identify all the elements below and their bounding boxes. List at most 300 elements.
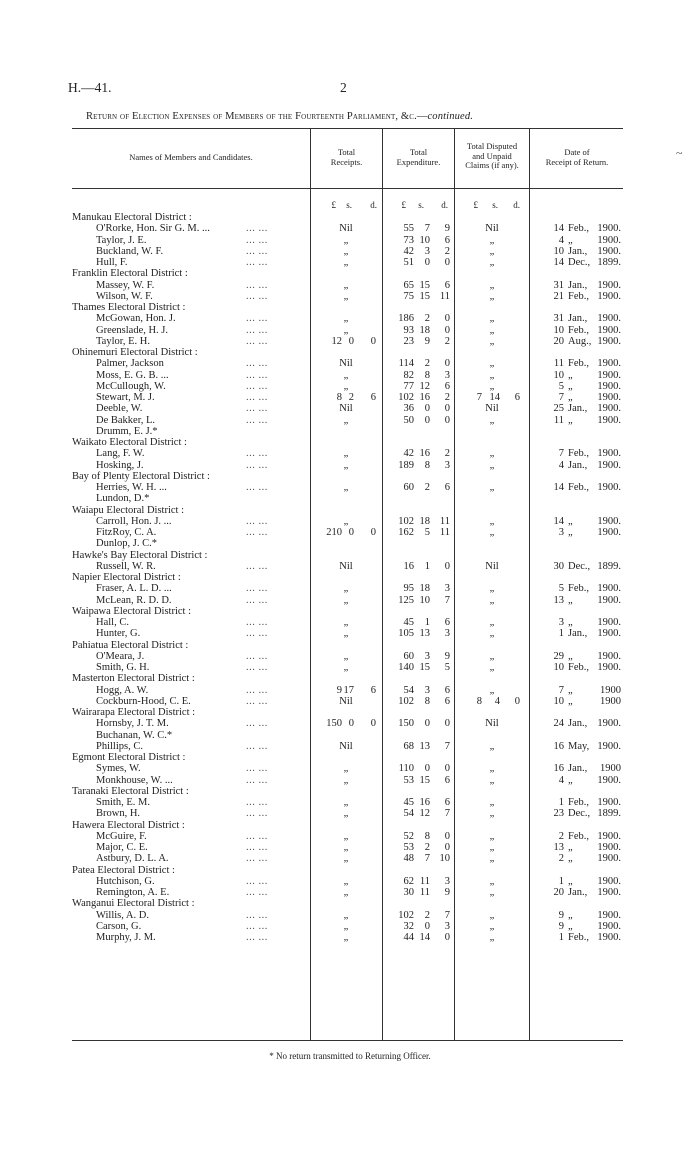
leader-dots: ... ...: [246, 695, 268, 707]
date-year: 1900.: [597, 774, 621, 786]
receipts-value: „: [343, 650, 349, 662]
expenditure-pounds: 54: [403, 684, 414, 696]
member-row: [0, 617, 700, 628]
receipts-value: „: [343, 414, 349, 426]
expenditure-pence: 0: [444, 830, 450, 842]
member-name: Hosking, J.: [96, 459, 144, 471]
date-month: Dec.,: [568, 808, 591, 820]
date-month: „: [568, 234, 573, 246]
member-name: De Bakker, L.: [96, 414, 156, 426]
leader-dots: ... ...: [246, 257, 268, 268]
date-month: Jan.,: [568, 763, 588, 775]
leader-dots: ... ...: [246, 932, 268, 943]
member-name: McCullough, W.: [96, 380, 166, 392]
date-month: Feb.,: [568, 662, 589, 673]
leader-dots: ... ...: [246, 459, 268, 471]
column-header-receipts-line2: Receipts.: [330, 156, 363, 167]
disputed-shillings: 14: [489, 392, 500, 403]
leader-dots: ... ...: [246, 223, 268, 235]
disputed-value: „: [489, 234, 495, 246]
date-day: 30: [553, 560, 564, 572]
leader-dots: ... ...: [246, 369, 268, 381]
column-header-disputed-line3: Claims (if any).: [465, 160, 519, 170]
date-day: 14: [553, 515, 564, 527]
member-row: [0, 730, 700, 741]
member-row: [0, 932, 700, 943]
date-day: 1: [558, 875, 564, 887]
member-name: Carroll, Hon. J. ...: [96, 515, 172, 527]
column-header-date-line1: Date of: [564, 147, 590, 157]
expenditure-pence: 0: [444, 257, 450, 268]
expenditure-shillings: 0: [424, 920, 430, 932]
disputed-value: „: [489, 482, 495, 493]
receipts-pounds: 8: [336, 392, 342, 403]
disputed-pounds: 8: [476, 695, 482, 707]
receipts-value: „: [343, 279, 349, 291]
date-day: 5: [558, 380, 564, 392]
receipts-value: „: [343, 313, 349, 325]
expenditure-pence: 10: [439, 853, 450, 865]
receipts-value: „: [343, 515, 349, 527]
member-row: [0, 718, 700, 729]
district-name: Hawera Electoral District :: [72, 819, 185, 831]
date-day: 29: [553, 650, 564, 662]
date-day: 3: [558, 527, 564, 538]
member-row: [0, 246, 700, 257]
member-name: Buchanan, W. C.*: [96, 729, 173, 741]
expenditure-shillings: 3: [424, 650, 430, 662]
date-day: 2: [558, 830, 564, 842]
expenditure-shillings: 2: [424, 358, 430, 370]
expenditure-pounds: 189: [398, 459, 414, 471]
date-month: „: [568, 842, 573, 853]
expenditure-pence-sign: d.: [441, 200, 448, 210]
date-month: „: [568, 414, 573, 426]
expenditure-pounds: 55: [403, 223, 414, 235]
receipts-pence-sign: d.: [370, 200, 377, 210]
receipts-shilling-sign: s.: [346, 200, 352, 210]
member-name: Stewart, M. J.: [96, 392, 155, 403]
member-name: Hull, F.: [96, 257, 128, 268]
expenditure-pounds: 150: [398, 718, 414, 730]
district-row: [0, 752, 700, 763]
date-year: 1900.: [597, 290, 621, 302]
expenditure-shillings: 10: [419, 594, 430, 606]
member-row: [0, 662, 700, 673]
date-month: „: [568, 594, 573, 606]
expenditure-pounds: 60: [403, 482, 414, 493]
expenditure-shillings: 11: [419, 887, 430, 898]
member-row: [0, 493, 700, 504]
expenditure-pence: 11: [439, 515, 450, 527]
date-day: 2: [558, 853, 564, 865]
member-name: Lundon, D.*: [96, 493, 150, 505]
table-bottom-rule: [72, 1040, 623, 1041]
receipts-value: „: [343, 853, 349, 865]
member-name: Drumm, E. J.*: [96, 425, 158, 437]
expenditure-pounds: 162: [398, 527, 414, 538]
expenditure-pence: 11: [439, 290, 450, 302]
leader-dots: ... ...: [246, 594, 268, 606]
expenditure-pence: 9: [444, 650, 450, 662]
disputed-value: „: [489, 842, 495, 853]
leader-dots: ... ...: [246, 808, 268, 820]
expenditure-pounds: 105: [398, 628, 414, 640]
expenditure-shillings: 16: [419, 448, 430, 460]
member-row: [0, 516, 700, 527]
expenditure-pounds: 53: [403, 842, 414, 853]
header-bottom-rule: [72, 188, 623, 189]
date-year: 1900.: [597, 887, 621, 898]
member-name: Dunlop, J. C.*: [96, 538, 157, 550]
disputed-pence-sign: d.: [513, 200, 520, 210]
disputed-value: „: [489, 808, 495, 820]
disputed-value: „: [489, 932, 495, 943]
district-row: [0, 606, 700, 617]
expenditure-pounds: 114: [398, 358, 414, 370]
member-row: [0, 336, 700, 347]
district-name: Egmont Electoral District :: [72, 752, 186, 763]
receipts-value: Nil: [339, 403, 353, 415]
leader-dots: ... ...: [246, 718, 268, 730]
date-month: Jan.,: [568, 279, 588, 291]
receipts-value: Nil: [339, 358, 353, 370]
date-month: Feb.,: [568, 223, 589, 235]
expenditure-pounds: 30: [403, 887, 414, 898]
date-day: 10: [553, 369, 564, 381]
disputed-value: „: [489, 279, 495, 291]
expenditure-pounds: 82: [403, 369, 414, 381]
expenditure-shillings: 11: [419, 875, 430, 887]
date-day: 4: [558, 774, 564, 786]
receipts-value: „: [343, 842, 349, 853]
member-row: [0, 685, 700, 696]
date-month: Jan.,: [568, 887, 588, 898]
member-row: [0, 235, 700, 246]
leader-dots: ... ...: [246, 774, 268, 786]
column-header-disputed: [455, 142, 529, 171]
date-day: 9: [558, 920, 564, 932]
leader-dots: ... ...: [246, 617, 268, 628]
district-row: [0, 471, 700, 482]
member-row: [0, 538, 700, 549]
receipts-value: „: [343, 290, 349, 302]
leader-dots: ... ...: [246, 920, 268, 932]
member-row: [0, 460, 700, 471]
member-row: [0, 876, 700, 887]
date-day: 31: [553, 279, 564, 291]
disputed-value: „: [489, 290, 495, 302]
district-row: [0, 865, 700, 876]
date-year: 1900.: [597, 920, 621, 932]
receipts-value: „: [343, 920, 349, 932]
expenditure-pounds: 140: [398, 662, 414, 673]
expenditure-pence: 7: [444, 594, 450, 606]
member-row: [0, 842, 700, 853]
disputed-value: „: [489, 335, 495, 347]
disputed-value: „: [489, 324, 495, 336]
leader-dots: ... ...: [246, 628, 268, 640]
expenditure-pence: 2: [444, 448, 450, 460]
page-number: 2: [340, 80, 347, 95]
member-row: [0, 325, 700, 336]
leader-dots: ... ...: [246, 684, 268, 696]
date-day: 4: [558, 459, 564, 471]
disputed-shilling-sign: s.: [492, 200, 498, 210]
date-year: 1900.: [597, 617, 621, 628]
footnote: * No return transmitted to Returning Officer.: [269, 1051, 431, 1061]
date-day: 10: [553, 324, 564, 336]
date-day: 31: [553, 313, 564, 325]
receipts-shillings: 2: [348, 392, 354, 403]
expenditure-shillings: 15: [419, 774, 430, 786]
member-row: [0, 831, 700, 842]
disputed-value: Nil: [485, 403, 499, 415]
member-name: FitzRoy, C. A.: [96, 527, 157, 538]
expenditure-pence: 7: [444, 909, 450, 921]
leader-dots: ... ...: [246, 482, 268, 493]
member-row: [0, 583, 700, 594]
column-header-date: [530, 148, 624, 167]
member-name: Remington, A. E.: [96, 887, 170, 898]
date-year: 1899.: [597, 257, 621, 268]
receipts-shillings: 0: [348, 718, 354, 730]
member-name: Hornsby, J. T. M.: [96, 718, 169, 730]
date-year: 1900.: [597, 650, 621, 662]
expenditure-shilling-sign: s.: [418, 200, 424, 210]
table-title-text: Return of Election Expenses of Members of the Fourteenth Parliament, &c.—: [86, 111, 428, 122]
receipts-shillings: 0: [348, 527, 354, 538]
receipts-value: „: [343, 808, 349, 820]
expenditure-pence: 11: [439, 527, 450, 538]
date-day: 9: [558, 909, 564, 921]
date-year: 1900.: [597, 628, 621, 640]
date-day: 1: [558, 932, 564, 943]
member-name: O'Meara, J.: [96, 650, 145, 662]
district-name: Manukau Electoral District :: [72, 212, 192, 223]
expenditure-shillings: 15: [419, 290, 430, 302]
table-top-rule: [72, 128, 623, 129]
district-name: Ohinemuri Electoral District :: [72, 347, 198, 358]
expenditure-shillings: 14: [419, 932, 430, 943]
date-month: „: [568, 617, 573, 628]
date-year: 1900.: [597, 392, 621, 403]
date-day: 10: [553, 662, 564, 673]
expenditure-shillings: 3: [424, 684, 430, 696]
expenditure-pence: 6: [444, 684, 450, 696]
date-day: 7: [558, 684, 564, 696]
district-row: [0, 786, 700, 797]
date-day: 20: [553, 887, 564, 898]
date-day: 10: [553, 245, 564, 257]
district-name: Patea Electoral District :: [72, 864, 175, 876]
expenditure-pence: 2: [444, 245, 450, 257]
receipts-value: „: [343, 257, 349, 268]
date-year: 1900: [600, 695, 621, 707]
receipts-value: Nil: [339, 223, 353, 235]
member-row: [0, 527, 700, 538]
leader-dots: ... ...: [246, 515, 268, 527]
leader-dots: ... ...: [246, 560, 268, 572]
date-month: Feb.,: [568, 932, 589, 943]
expenditure-pence: 3: [444, 920, 450, 932]
district-name: Bay of Plenty Electoral District :: [72, 470, 210, 482]
date-day: 24: [553, 718, 564, 730]
member-name: Hogg, A. W.: [96, 684, 149, 696]
receipts-value: „: [343, 932, 349, 943]
disputed-value: „: [489, 448, 495, 460]
expenditure-pence: 0: [444, 560, 450, 572]
member-row: [0, 910, 700, 921]
date-month: Jan.,: [568, 245, 588, 257]
expenditure-pounds: 102: [398, 392, 414, 403]
member-name: McGuire, F.: [96, 830, 147, 842]
disputed-value: „: [489, 662, 495, 673]
member-row: [0, 370, 700, 381]
expenditure-shillings: 3: [424, 245, 430, 257]
date-day: 14: [553, 482, 564, 493]
disputed-value: „: [489, 358, 495, 370]
receipts-value: „: [343, 448, 349, 460]
receipts-pence: 6: [370, 684, 376, 696]
disputed-value: „: [489, 313, 495, 325]
disputed-value: „: [489, 515, 495, 527]
leader-dots: ... ...: [246, 313, 268, 325]
disputed-value: „: [489, 527, 495, 538]
member-name: Hall, C.: [96, 617, 129, 628]
leader-dots: ... ...: [246, 853, 268, 865]
date-year: 1899.: [597, 560, 621, 572]
date-month: „: [568, 875, 573, 887]
disputed-value: „: [489, 650, 495, 662]
district-row: [0, 505, 700, 516]
leader-dots: ... ...: [246, 887, 268, 898]
member-name: Monkhouse, W. ...: [96, 774, 173, 786]
disputed-value: Nil: [485, 560, 499, 572]
date-year: 1900.: [597, 414, 621, 426]
receipts-value: „: [343, 662, 349, 673]
table-title: [86, 111, 646, 122]
expenditure-pence: 7: [444, 808, 450, 820]
expenditure-pounds: 77: [403, 380, 414, 392]
district-row: [0, 673, 700, 684]
date-month: Feb.,: [568, 830, 589, 842]
expenditure-pounds: 68: [403, 740, 414, 752]
expenditure-pence: 0: [444, 932, 450, 943]
date-month: Jan.,: [568, 628, 588, 640]
expenditure-pence: 9: [444, 223, 450, 235]
date-month: May,: [568, 740, 590, 752]
leader-dots: ... ...: [246, 842, 268, 853]
expenditure-shillings: 2: [424, 909, 430, 921]
expenditure-pence: 2: [444, 392, 450, 403]
date-month: Feb.,: [568, 448, 589, 460]
disputed-pence: 6: [514, 392, 520, 403]
date-month: „: [568, 515, 573, 527]
expenditure-shillings: 1: [424, 617, 430, 628]
date-month: „: [568, 909, 573, 921]
expenditure-shillings: 0: [424, 763, 430, 775]
expenditure-pounds: 51: [403, 257, 414, 268]
leader-dots: ... ...: [246, 324, 268, 336]
district-name: Pahiatua Electoral District :: [72, 639, 189, 651]
margin-mark-top: ~: [676, 146, 683, 160]
receipts-shillings: 17: [343, 684, 354, 696]
leader-dots: ... ...: [246, 403, 268, 415]
date-month: Jan.,: [568, 313, 588, 325]
member-row: [0, 358, 700, 369]
date-day: 16: [553, 763, 564, 775]
district-row: [0, 550, 700, 561]
expenditure-pounds: 52: [403, 830, 414, 842]
receipts-pounds: 210: [326, 527, 342, 538]
disputed-value: „: [489, 920, 495, 932]
expenditure-shillings: 13: [419, 628, 430, 640]
disputed-value: „: [489, 583, 495, 595]
district-row: [0, 640, 700, 651]
receipts-shillings: 0: [348, 335, 354, 347]
disputed-value: „: [489, 684, 495, 696]
disputed-value: „: [489, 830, 495, 842]
column-header-expenditure-line1: Total: [409, 147, 428, 157]
district-row: [0, 707, 700, 718]
expenditure-pounds: 110: [398, 763, 414, 775]
expenditure-pounds: 23: [403, 335, 414, 347]
report-code: H.—41.: [68, 80, 112, 95]
table-body: [0, 212, 700, 943]
receipts-value: „: [343, 245, 349, 257]
disputed-value: „: [489, 774, 495, 786]
member-row: [0, 741, 700, 752]
date-day: 13: [553, 594, 564, 606]
member-name: Brown, H.: [96, 808, 141, 820]
column-header-names: Names of Members and Candidates.: [129, 152, 253, 162]
date-year: 1900.: [597, 842, 621, 853]
member-row: [0, 561, 700, 572]
district-name: Waiapu Electoral District :: [72, 504, 184, 516]
member-row: [0, 808, 700, 819]
district-row: [0, 347, 700, 358]
member-name: Wilson, W. F.: [96, 290, 153, 302]
district-name: Taranaki Electoral District :: [72, 785, 189, 797]
leader-dots: ... ...: [246, 358, 268, 370]
expenditure-shillings: 9: [424, 335, 430, 347]
expenditure-pounds: 42: [403, 448, 414, 460]
column-header-disputed-line1: Total Disputed: [466, 141, 518, 151]
date-month: Jan.,: [568, 403, 588, 415]
date-day: 7: [558, 448, 564, 460]
leader-dots: ... ...: [246, 380, 268, 392]
expenditure-pounds: 102: [398, 909, 414, 921]
member-name: McLean, R. D. D.: [96, 594, 172, 606]
disputed-value: „: [489, 257, 495, 268]
district-row: [0, 898, 700, 909]
expenditure-shillings: 0: [424, 257, 430, 268]
district-row: [0, 212, 700, 223]
expenditure-pounds: 95: [403, 583, 414, 595]
leader-dots: ... ...: [246, 763, 268, 775]
date-day: 11: [553, 414, 564, 426]
member-name: Cockburn-Hood, C. E.: [96, 695, 191, 707]
expenditure-pence: 6: [444, 797, 450, 808]
date-month: Aug.,: [568, 335, 592, 347]
receipts-value: „: [343, 380, 349, 392]
expenditure-shillings: 7: [424, 223, 430, 235]
expenditure-shillings: 16: [419, 797, 430, 808]
receipts-value: „: [343, 594, 349, 606]
expenditure-pounds: 16: [403, 560, 414, 572]
expenditure-shillings: 18: [419, 324, 430, 336]
